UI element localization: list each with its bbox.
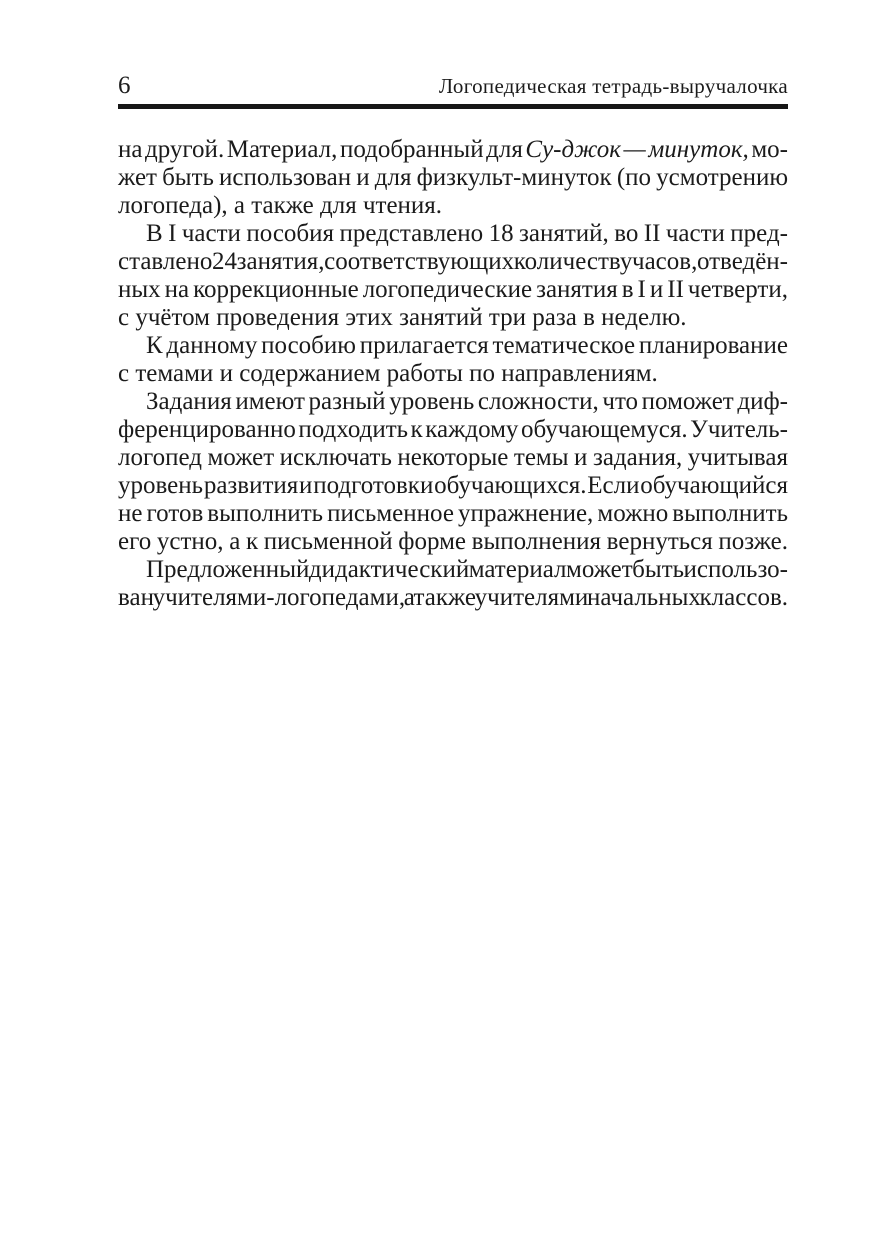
text-segment: К данному пособию прилагается тематическое планирование (146, 332, 788, 359)
text-line-content (146, 220, 788, 247)
text-line-content (118, 584, 788, 611)
text-line (118, 248, 788, 276)
text-line-content (118, 472, 788, 499)
text-line (118, 584, 788, 612)
text-segment: ных на коррекционные логопедические занятия в I и II четверти, (118, 276, 788, 303)
text-line (118, 164, 788, 192)
text-line-content (118, 192, 442, 219)
text-line (118, 472, 788, 500)
text-segment: Предложенный дидактический материал может быть использо- (146, 556, 788, 583)
text-segment: жет быть использован и для физкульт-минуток (по усмотрению (118, 164, 788, 191)
text-line-content (118, 444, 788, 471)
text-line (118, 388, 788, 416)
text-line (118, 332, 788, 360)
text-segment: ференцированно подходить к каждому обучающемуся. Учитель- (118, 416, 788, 443)
running-title: Логопедическая тетрадь-выручалочка (438, 74, 788, 98)
italic-phrase: Су-джок — минуток, (525, 136, 749, 163)
text-line-content (118, 304, 687, 331)
text-line-content (118, 500, 788, 527)
text-segment: с темами и содержанием работы по направлениям. (118, 360, 658, 387)
text-line-content (118, 360, 658, 387)
text-segment: ван учителями-логопедами, а также учителями начальных классов. (118, 584, 788, 611)
text-segment: его устно, а к письменной форме выполнения вернуться позже. (118, 528, 788, 555)
text-line (118, 276, 788, 304)
text-line (118, 360, 788, 388)
text-line (118, 500, 788, 528)
page-number: 6 (118, 72, 131, 99)
text-segment: уровень развития и подготовки обучающихся. Если обучающийся (118, 472, 788, 499)
text-line (118, 220, 788, 248)
text-line (118, 528, 788, 556)
text-line (118, 136, 788, 164)
text-line (118, 192, 788, 220)
text-line-content (118, 164, 788, 191)
text-segment: логопед может исключать некоторые темы и задания, учитывая (118, 444, 788, 471)
text-line-content (146, 556, 788, 583)
text-line-content (118, 528, 788, 555)
text-line-content (146, 388, 788, 415)
text-line-content (118, 248, 788, 275)
text-segment: ставлено 24 занятия, соответствующих количеству часов, отведён- (118, 248, 788, 275)
text-segment: Задания имеют разный уровень сложности, что поможет диф- (146, 388, 788, 415)
text-segment: В I части пособия представлено 18 занятий, во II части пред- (146, 220, 788, 247)
text-line (118, 416, 788, 444)
text-segment: мо- (748, 136, 788, 163)
text-line (118, 444, 788, 472)
text-segment: с учётом проведения этих занятий три раза в неделю. (118, 304, 687, 331)
text-line-content (146, 332, 788, 359)
text-segment: на другой. Материал, подобранный для (118, 136, 526, 163)
text-line (118, 556, 788, 584)
header-rule (118, 104, 788, 109)
page-body (118, 136, 788, 612)
text-segment: логопеда), а также для чтения. (118, 192, 443, 219)
text-line-content (118, 276, 788, 303)
page-header (118, 72, 788, 100)
text-line-content (118, 136, 788, 163)
text-line-content (118, 416, 788, 443)
text-line (118, 304, 788, 332)
text-segment: не готов выполнить письменное упражнение, можно выполнить (118, 500, 788, 527)
